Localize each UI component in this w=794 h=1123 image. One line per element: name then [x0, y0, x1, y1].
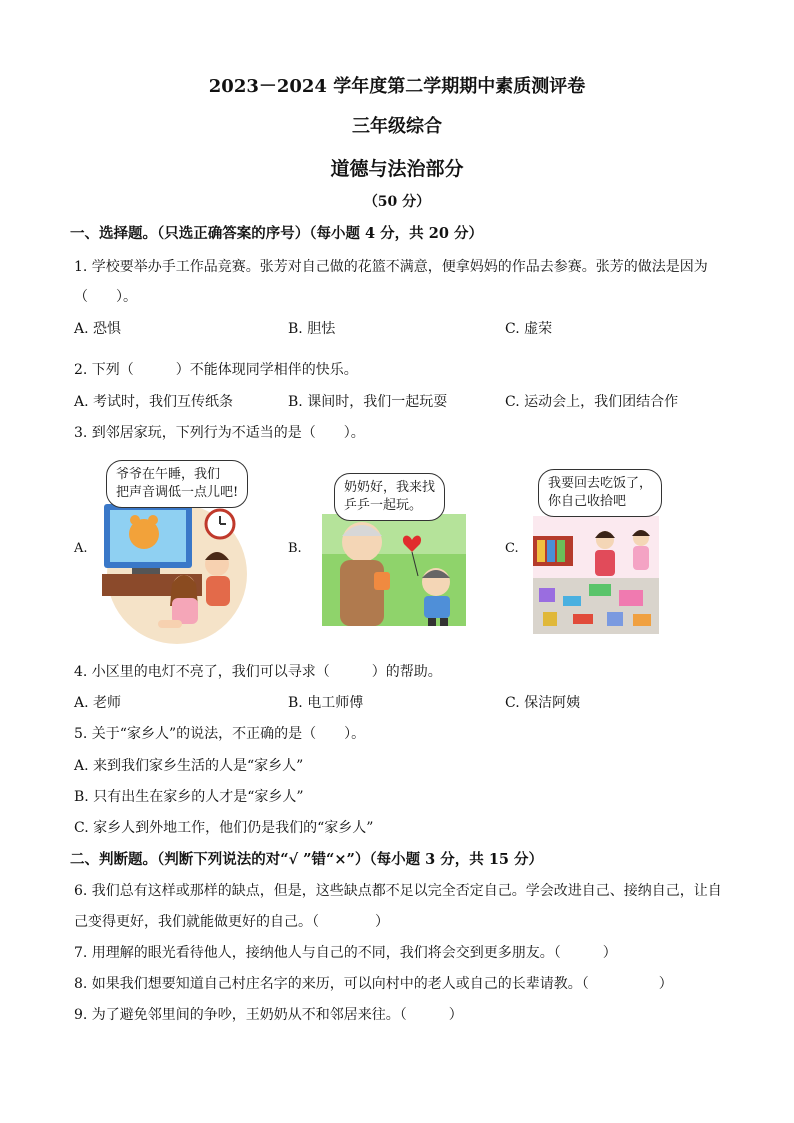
question-3-image-c — [533, 516, 659, 634]
question-1-option-b: B. 胆怯 — [288, 321, 336, 337]
question-4-line-1: 4. 小区里的电灯不亮了，我们可以寻求（ ）的帮助。 — [74, 664, 442, 680]
question-1-option-a: A. 恐惧 — [74, 321, 122, 337]
section-2-heading: 二、判断题。（判断下列说法的对“√ ”错“×”）（每小题 3 分，共 15 分） — [70, 851, 544, 868]
bubble-b-line-1: 奶奶好，我来找 — [344, 480, 436, 495]
question-1-line-2: （ ）。 — [74, 289, 137, 305]
question-7: 7. 用理解的眼光看待他人，接纳他人与自己的不同，我们将会交到更多朋友。（ ） — [74, 945, 617, 961]
question-6-line-2: 己变得更好，我们就能做更好的自己。（ ） — [74, 914, 389, 930]
question-4-option-b: B. 电工师傅 — [288, 695, 364, 711]
exam-subtitle: 三年级综合 — [352, 116, 442, 137]
question-2-line-1: 2. 下列（ ）不能体现同学相伴的快乐。 — [74, 362, 358, 378]
question-2-option-a: A. 考试时，我们互传纸条 — [74, 394, 234, 410]
question-4-option-a: A. 老师 — [74, 695, 122, 711]
question-6-line-1: 6. 我们总有这样或那样的缺点，但是，这些缺点都不足以完全否定自己。学会改进自己、接纳自己，让自 — [74, 883, 722, 899]
question-3-image-b — [322, 514, 466, 626]
question-3-bubble-c — [538, 469, 662, 517]
question-3-label-b: B. — [288, 541, 302, 556]
exam-title: 2023－2024 学年度第二学期期中素质测评卷 — [208, 76, 586, 97]
bubble-c-line-2: 你自己收拾吧 — [548, 494, 627, 509]
question-1-option-c: C. 虚荣 — [505, 321, 553, 337]
bubble-a-line-1: 爷爷在午睡，我们 — [116, 467, 221, 482]
question-5-option-a: A. 来到我们家乡生活的人是“家乡人” — [74, 758, 304, 774]
question-3-line-1: 3. 到邻居家玩，下列行为不适当的是（ ）。 — [74, 425, 365, 441]
bubble-c-line-1: 我要回去吃饭了， — [548, 476, 653, 491]
question-4-option-c: C. 保洁阿姨 — [505, 695, 581, 711]
question-5-line-1: 5. 关于“家乡人”的说法，不正确的是（ ）。 — [74, 726, 366, 742]
grandma-visit-illustration — [322, 514, 466, 626]
section-1-heading: 一、选择题。（只选正确答案的序号）（每小题 4 分，共 20 分） — [70, 225, 483, 242]
question-9: 9. 为了避免邻里间的争吵，王奶奶从不和邻居来往。（ ） — [74, 1007, 463, 1023]
bubble-b-line-2: 乒乒一起玩。 — [344, 498, 423, 513]
question-1-line-1: 1. 学校要举办手工作品竞赛。张芳对自己做的花篮不满意，便拿妈妈的作品去参赛。张芳的做法是因为 — [74, 259, 708, 275]
question-5-option-c: C. 家乡人到外地工作，他们仍是我们的“家乡人” — [74, 820, 374, 836]
messy-room-illustration — [533, 516, 659, 634]
question-3-bubble-a — [106, 460, 248, 508]
exam-score: （50 分） — [363, 194, 431, 210]
question-8: 8. 如果我们想要知道自己村庄名字的来历，可以向村中的老人或自己的长辈请教。（ ） — [74, 976, 673, 992]
question-3-label-c: C. — [505, 541, 519, 556]
bubble-a-line-2: 把声音调低一点儿吧! — [116, 485, 239, 500]
question-2-option-b: B. 课间时，我们一起玩耍 — [288, 394, 448, 410]
question-3-label-a: A. — [74, 541, 88, 556]
question-2-option-c: C. 运动会上，我们团结合作 — [505, 394, 679, 410]
exam-part-title: 道德与法治部分 — [330, 158, 464, 180]
question-5-option-b: B. 只有出生在家乡的人才是“家乡人” — [74, 789, 304, 805]
question-3-bubble-b — [334, 473, 445, 521]
